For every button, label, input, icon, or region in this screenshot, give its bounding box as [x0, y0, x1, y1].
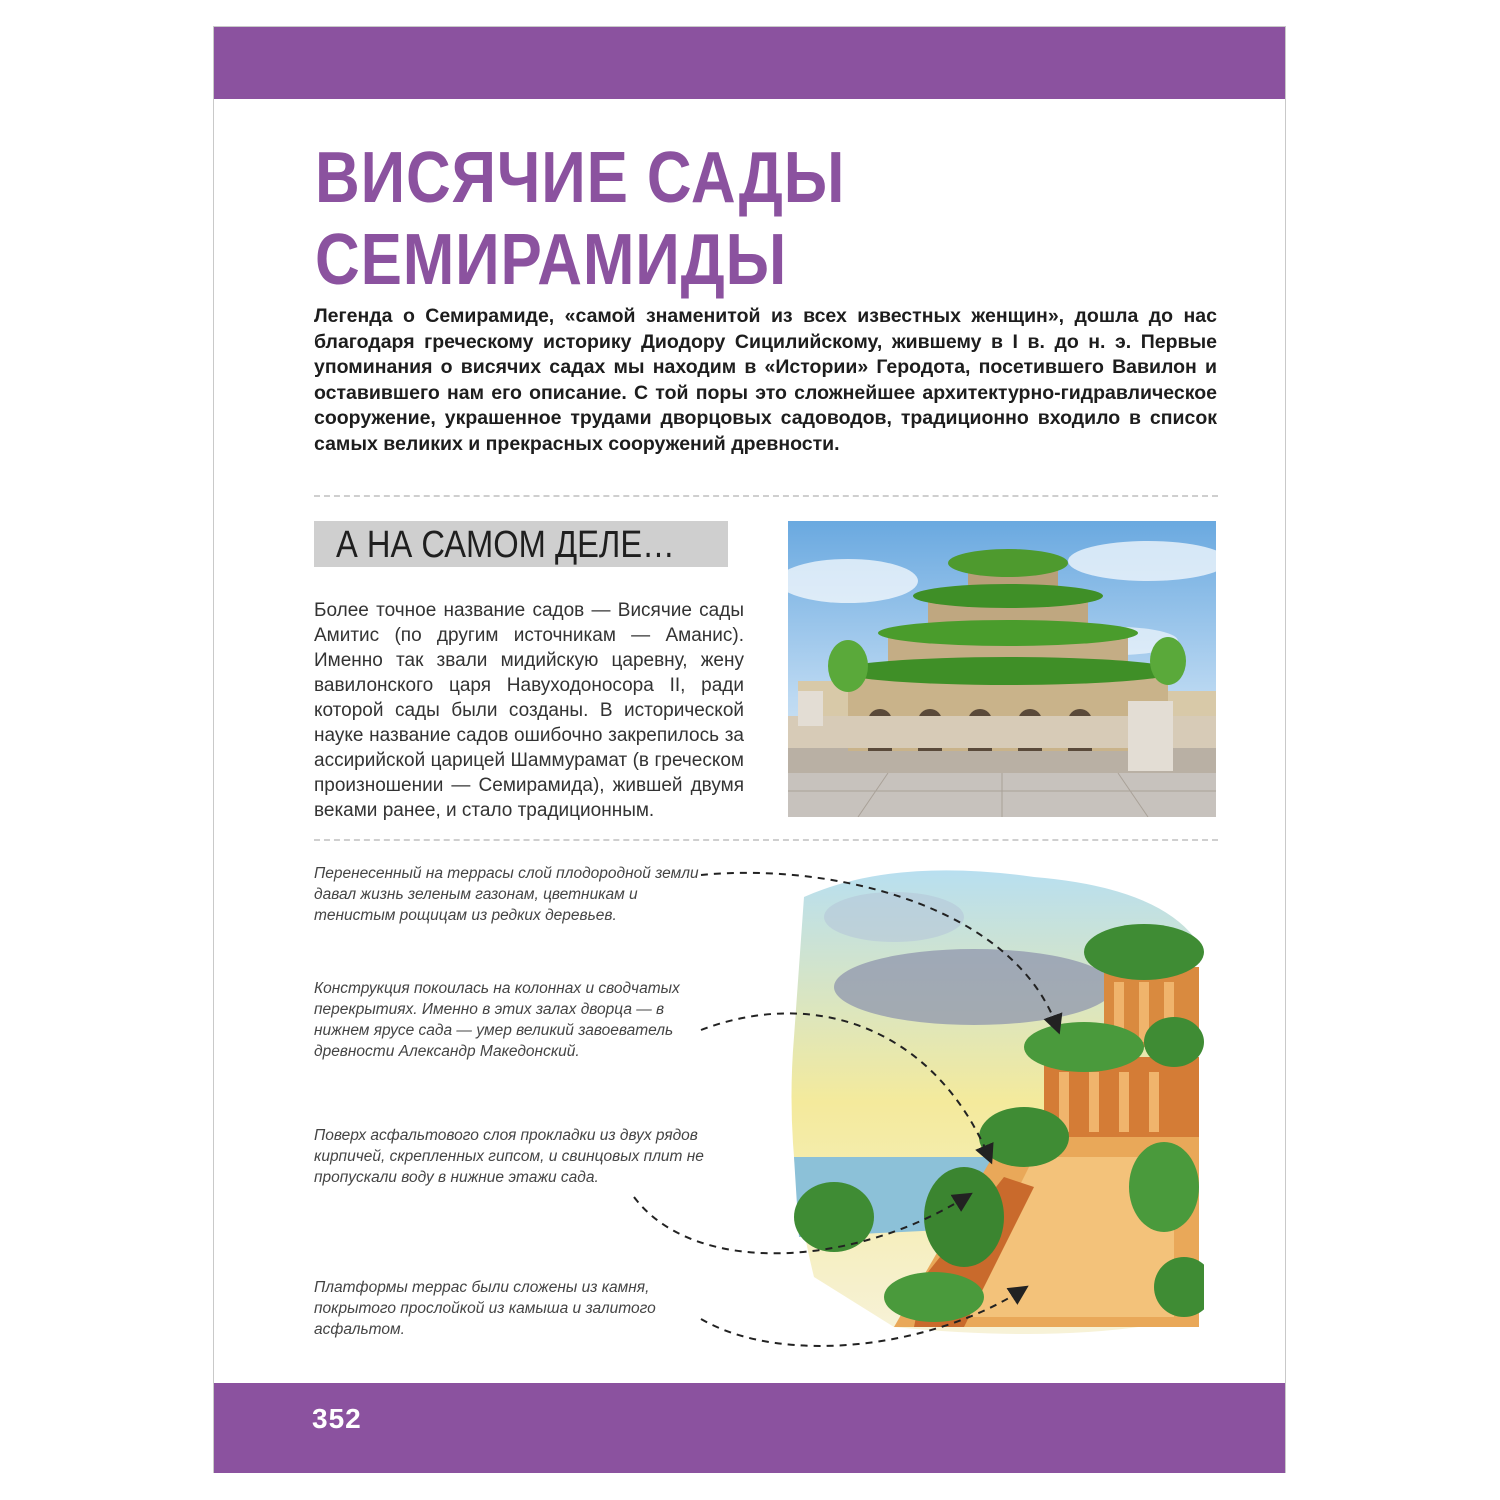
annotation-columns: Конструкция покоилась на колоннах и сводчатых перекрытиях. Именно в этих залах дворца — в нижнем ярусе сада — умер великий завоеватель древности Александр Македонский. [314, 980, 680, 1060]
title-line-1: ВИСЯЧИЕ САДЫ [315, 138, 846, 218]
page-title [315, 137, 845, 301]
title-line-2: СЕМИРАМИДЫ [315, 220, 788, 300]
annotation-bricks: Поверх асфальтового слоя прокладки из двух рядов кирпичей, скрепленных гипсом, и свинцовых плит не пропускали воду в нижние этажи сада. [314, 1127, 704, 1186]
annotation-soil: Перенесенный на террасы слой плодородной земли давал жизнь зеленым газонам, цветникам и тенистым рощицам из редких деревьев. [314, 865, 699, 924]
annotation-platforms: Платформы террас были сложены из камня, покрытого прослойкой из камыша и залитого асфальтом. [314, 1279, 656, 1338]
page-number: 352 [312, 1403, 362, 1434]
section-body-text: Более точное название садов — Висячие сады Амитис (по другим источникам — Аманис). Именно так звали мидийскую царевну, жену вавилонского царя Навуходоносора II, ради которой сады были созданы. В исторической науке название садов ошибочно закрепилось за ассирийской царицей Шаммурамат (в греческом произношении — Семирамида), жившей двумя веками ранее, и стало традиционным. [314, 600, 744, 821]
terraces-watercolor-illustration [774, 857, 1204, 1345]
intro-paragraph: Легенда о Семирамиде, «самой знаменитой из всех известных женщин», дошла до нас благодаря греческому историку Диодору Сицилийскому, жившему в I в. до н. э. Первые упоминания о висячих садах мы находим в «Истории» Геродота, посетившего Вавилон и оставившего нам его описание. С той поры это сложнейшее архитектурно-гидравлическое сооружение, украшенное трудами дворцовых садоводов, традиционно входило в список самых великих и прекрасных сооружений древности. [314, 305, 1217, 455]
section-heading-box [314, 521, 728, 567]
section-divider [314, 495, 1218, 497]
book-page [213, 26, 1286, 1473]
annotations-divider [314, 839, 1218, 841]
gardens-illustration [788, 521, 1216, 817]
footer-band [214, 1383, 1285, 1473]
header-band [214, 27, 1285, 99]
section-heading: А НА САМОМ ДЕЛЕ… [336, 524, 675, 566]
